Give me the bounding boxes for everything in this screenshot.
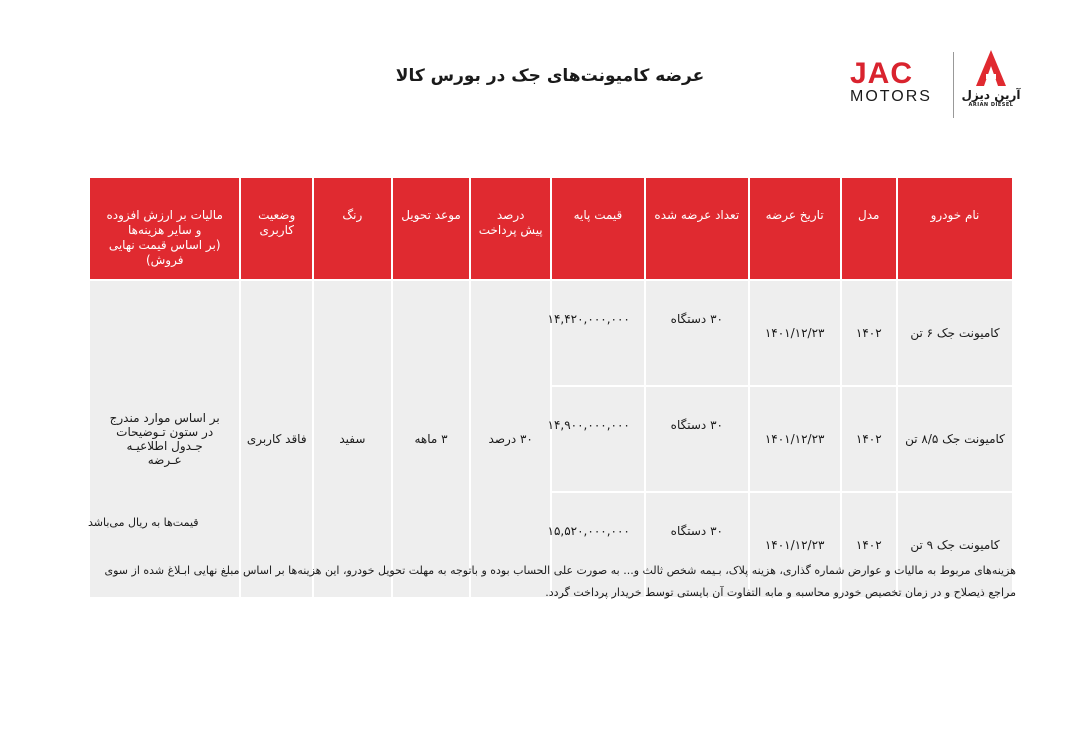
header-base-price: قیمت پایه bbox=[552, 178, 644, 279]
table-row bbox=[90, 281, 1012, 385]
cell-offer-date: ۱۴۰۱/۱۲/۲۳ bbox=[750, 281, 840, 385]
cell-delivery: ۳ ماهه bbox=[393, 281, 470, 597]
header-usage-status: وضعیت کاربری bbox=[241, 178, 312, 279]
motors-logo-text: MOTORS bbox=[850, 88, 932, 105]
cell-count: ۳۰ دستگاه bbox=[646, 493, 748, 597]
cell-model: ۱۴۰۲ bbox=[842, 493, 896, 597]
currency-note: قیمت‌ها به ریال می‌باشد bbox=[88, 516, 199, 529]
cell-offer-date: ۱۴۰۱/۱۲/۲۳ bbox=[750, 387, 840, 491]
cell-base-price: ۱۴,۹۰۰,۰۰۰,۰۰۰ bbox=[552, 387, 644, 491]
cell-model: ۱۴۰۲ bbox=[842, 281, 896, 385]
header-color: رنگ bbox=[314, 178, 391, 279]
cell-count: ۳۰ دستگاه bbox=[646, 387, 748, 491]
header-car-name: نام خودرو bbox=[898, 178, 1012, 279]
cell-base-price: ۱۵,۵۲۰,۰۰۰,۰۰۰ bbox=[552, 493, 644, 597]
arian-diesel-logo bbox=[960, 48, 1022, 108]
arian-logo-fa: آرین دیزل bbox=[961, 88, 1021, 102]
jac-logo-text: JAC bbox=[850, 57, 914, 90]
costs-note-line-1: هزینه‌های مربوط به مالیات و عوارض شماره گذاری، هزینه پلاک، بـیمه شخص ثالث و... به صورت علی الحساب بوده و باتوجه به مهلت تحویل خودرو، این هزینه‌ها بر اساس مبلغ نهایی ابـلاغ شده از سوی bbox=[104, 564, 1016, 577]
cell-car-name: کامیونت جک ۹ تن bbox=[898, 493, 1012, 597]
cell-car-name: کامیونت جک ۸/۵ تن bbox=[898, 387, 1012, 491]
header-offer-date: تاریخ عرضه bbox=[750, 178, 840, 279]
cell-offer-date: ۱۴۰۱/۱۲/۲۳ bbox=[750, 493, 840, 597]
jac-motors-logo bbox=[850, 57, 940, 106]
header-tax: مالیات بر ارزش افزوده و سایر هزینه‌ها (بر اساس قیمت نهایی فروش) bbox=[90, 178, 239, 279]
cell-usage-status: فاقد کاربری bbox=[241, 281, 312, 597]
cell-base-price: ۱۴,۴۲۰,۰۰۰,۰۰۰ bbox=[552, 281, 644, 385]
header-prepayment: درصد پیش پرداخت bbox=[471, 178, 550, 279]
costs-note bbox=[86, 560, 1016, 604]
header-offered-count: تعداد عرضه شده bbox=[646, 178, 748, 279]
cell-prepayment: ۳۰ درصد bbox=[471, 281, 550, 597]
page-title: عرضه کامیونت‌های جک در بورس کالا bbox=[395, 66, 705, 86]
cell-tax-note: بر اساس موارد مندرج در ستون تـوضیحات جـدول اطلاعیـه عـرضه bbox=[90, 281, 239, 597]
arian-logo-icon bbox=[974, 48, 1008, 88]
offer-table bbox=[88, 176, 1014, 599]
cell-color: سفید bbox=[314, 281, 391, 597]
header-model: مدل bbox=[842, 178, 896, 279]
arian-logo-en: ARIAN DIESEL bbox=[968, 102, 1014, 108]
logo-divider bbox=[953, 52, 954, 118]
costs-note-line-2: مراجع ذیصلاح و در زمان تخصیص خودرو محاسبه و مابه التفاوت آن بایستی توسط خریدار پرداخت گردد. bbox=[545, 586, 1016, 599]
cell-model: ۱۴۰۲ bbox=[842, 387, 896, 491]
cell-count: ۳۰ دستگاه bbox=[646, 281, 748, 385]
table-header-row bbox=[90, 178, 1012, 279]
cell-car-name: کامیونت جک ۶ تن bbox=[898, 281, 1012, 385]
header-delivery: موعد تحویل bbox=[393, 178, 470, 279]
